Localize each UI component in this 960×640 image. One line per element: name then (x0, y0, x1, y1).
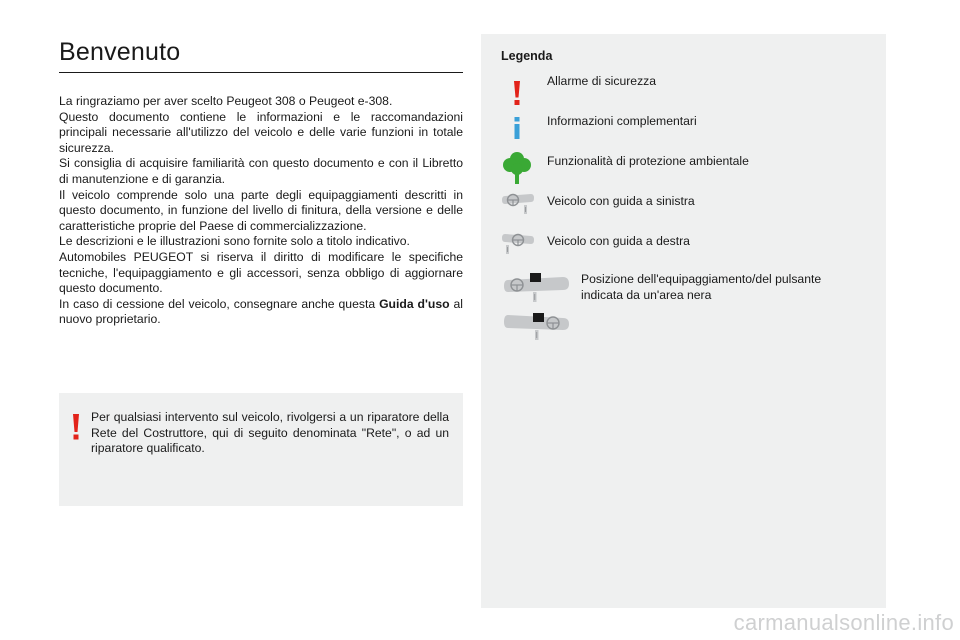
safety-alert-icon (71, 414, 81, 440)
left-hand-drive-icon (501, 192, 535, 218)
guide-name-bold: Guida d'uso (379, 296, 450, 311)
intro-text (59, 94, 463, 328)
intro-paragraph-last (59, 297, 463, 328)
legend-label: Informazioni complementari (547, 114, 697, 128)
intro-paragraph: Le descrizioni e le illustrazioni sono fornite solo a titolo indicativo. (59, 234, 410, 249)
watermark: carmanualsonline.info (733, 610, 954, 635)
legend-label: Allarme di sicurezza (547, 74, 657, 88)
intro-paragraph: Questo documento contiene le informazioni e le raccomandazioni principali necessarie all'utilizzo del veicolo e delle varie funzioni in totale sicurezza. (59, 109, 463, 155)
title-divider (59, 72, 463, 73)
tree-icon (502, 151, 532, 185)
legend-label: Veicolo con guida a sinistra (547, 194, 695, 208)
legend-label: Veicolo con guida a destra (547, 234, 690, 248)
intro-paragraph: La ringraziamo per aver scelto Peugeot 308 o Peugeot e-308. (59, 94, 393, 108)
legend-label: Funzionalità di protezione ambientale (547, 154, 749, 168)
safety-alert-icon (512, 81, 522, 105)
warning-note-text: Per qualsiasi intervento sul veicolo, rivolgersi a un riparatore della Rete del Costruttore, qui di seguito denominata "Rete", o ad un riparatore qualificato. (91, 410, 449, 456)
intro-paragraph: Si consiglia di acquisire familiarità con questo documento e con il Libretto di manutenzione e di garanzia. (59, 156, 463, 186)
page-title: Benvenuto (59, 38, 181, 66)
equipment-position-right-drive-icon (503, 310, 571, 342)
legend-label: Posizione dell'equipaggiamento/del pulsante indicata da un'area nera (581, 272, 822, 302)
info-icon (512, 117, 522, 139)
equipment-position-icon (503, 272, 571, 304)
right-hand-drive-icon (501, 232, 535, 258)
main-column (59, 38, 463, 328)
intro-paragraph: Automobiles PEUGEOT si riserva il diritto di modificare le specifiche tecniche, l'equipaggiamento e gli accessori, senza obbligo di aggiornare questo documento. (59, 249, 463, 296)
warning-note-box (59, 393, 463, 506)
last-paragraph-start: In caso di cessione del veicolo, consegnare anche questa (59, 296, 380, 311)
last-paragraph-end: al nuovo proprietario. (59, 296, 463, 327)
intro-paragraph: Il veicolo comprende solo una parte degli equipaggiamenti descritti in questo documento, in funzione del livello di finitura, della versione e delle caratteristiche proprie del Paese di commercializzazione. (59, 187, 463, 233)
legend-title: Legenda (501, 49, 553, 63)
legend-panel (481, 34, 886, 608)
